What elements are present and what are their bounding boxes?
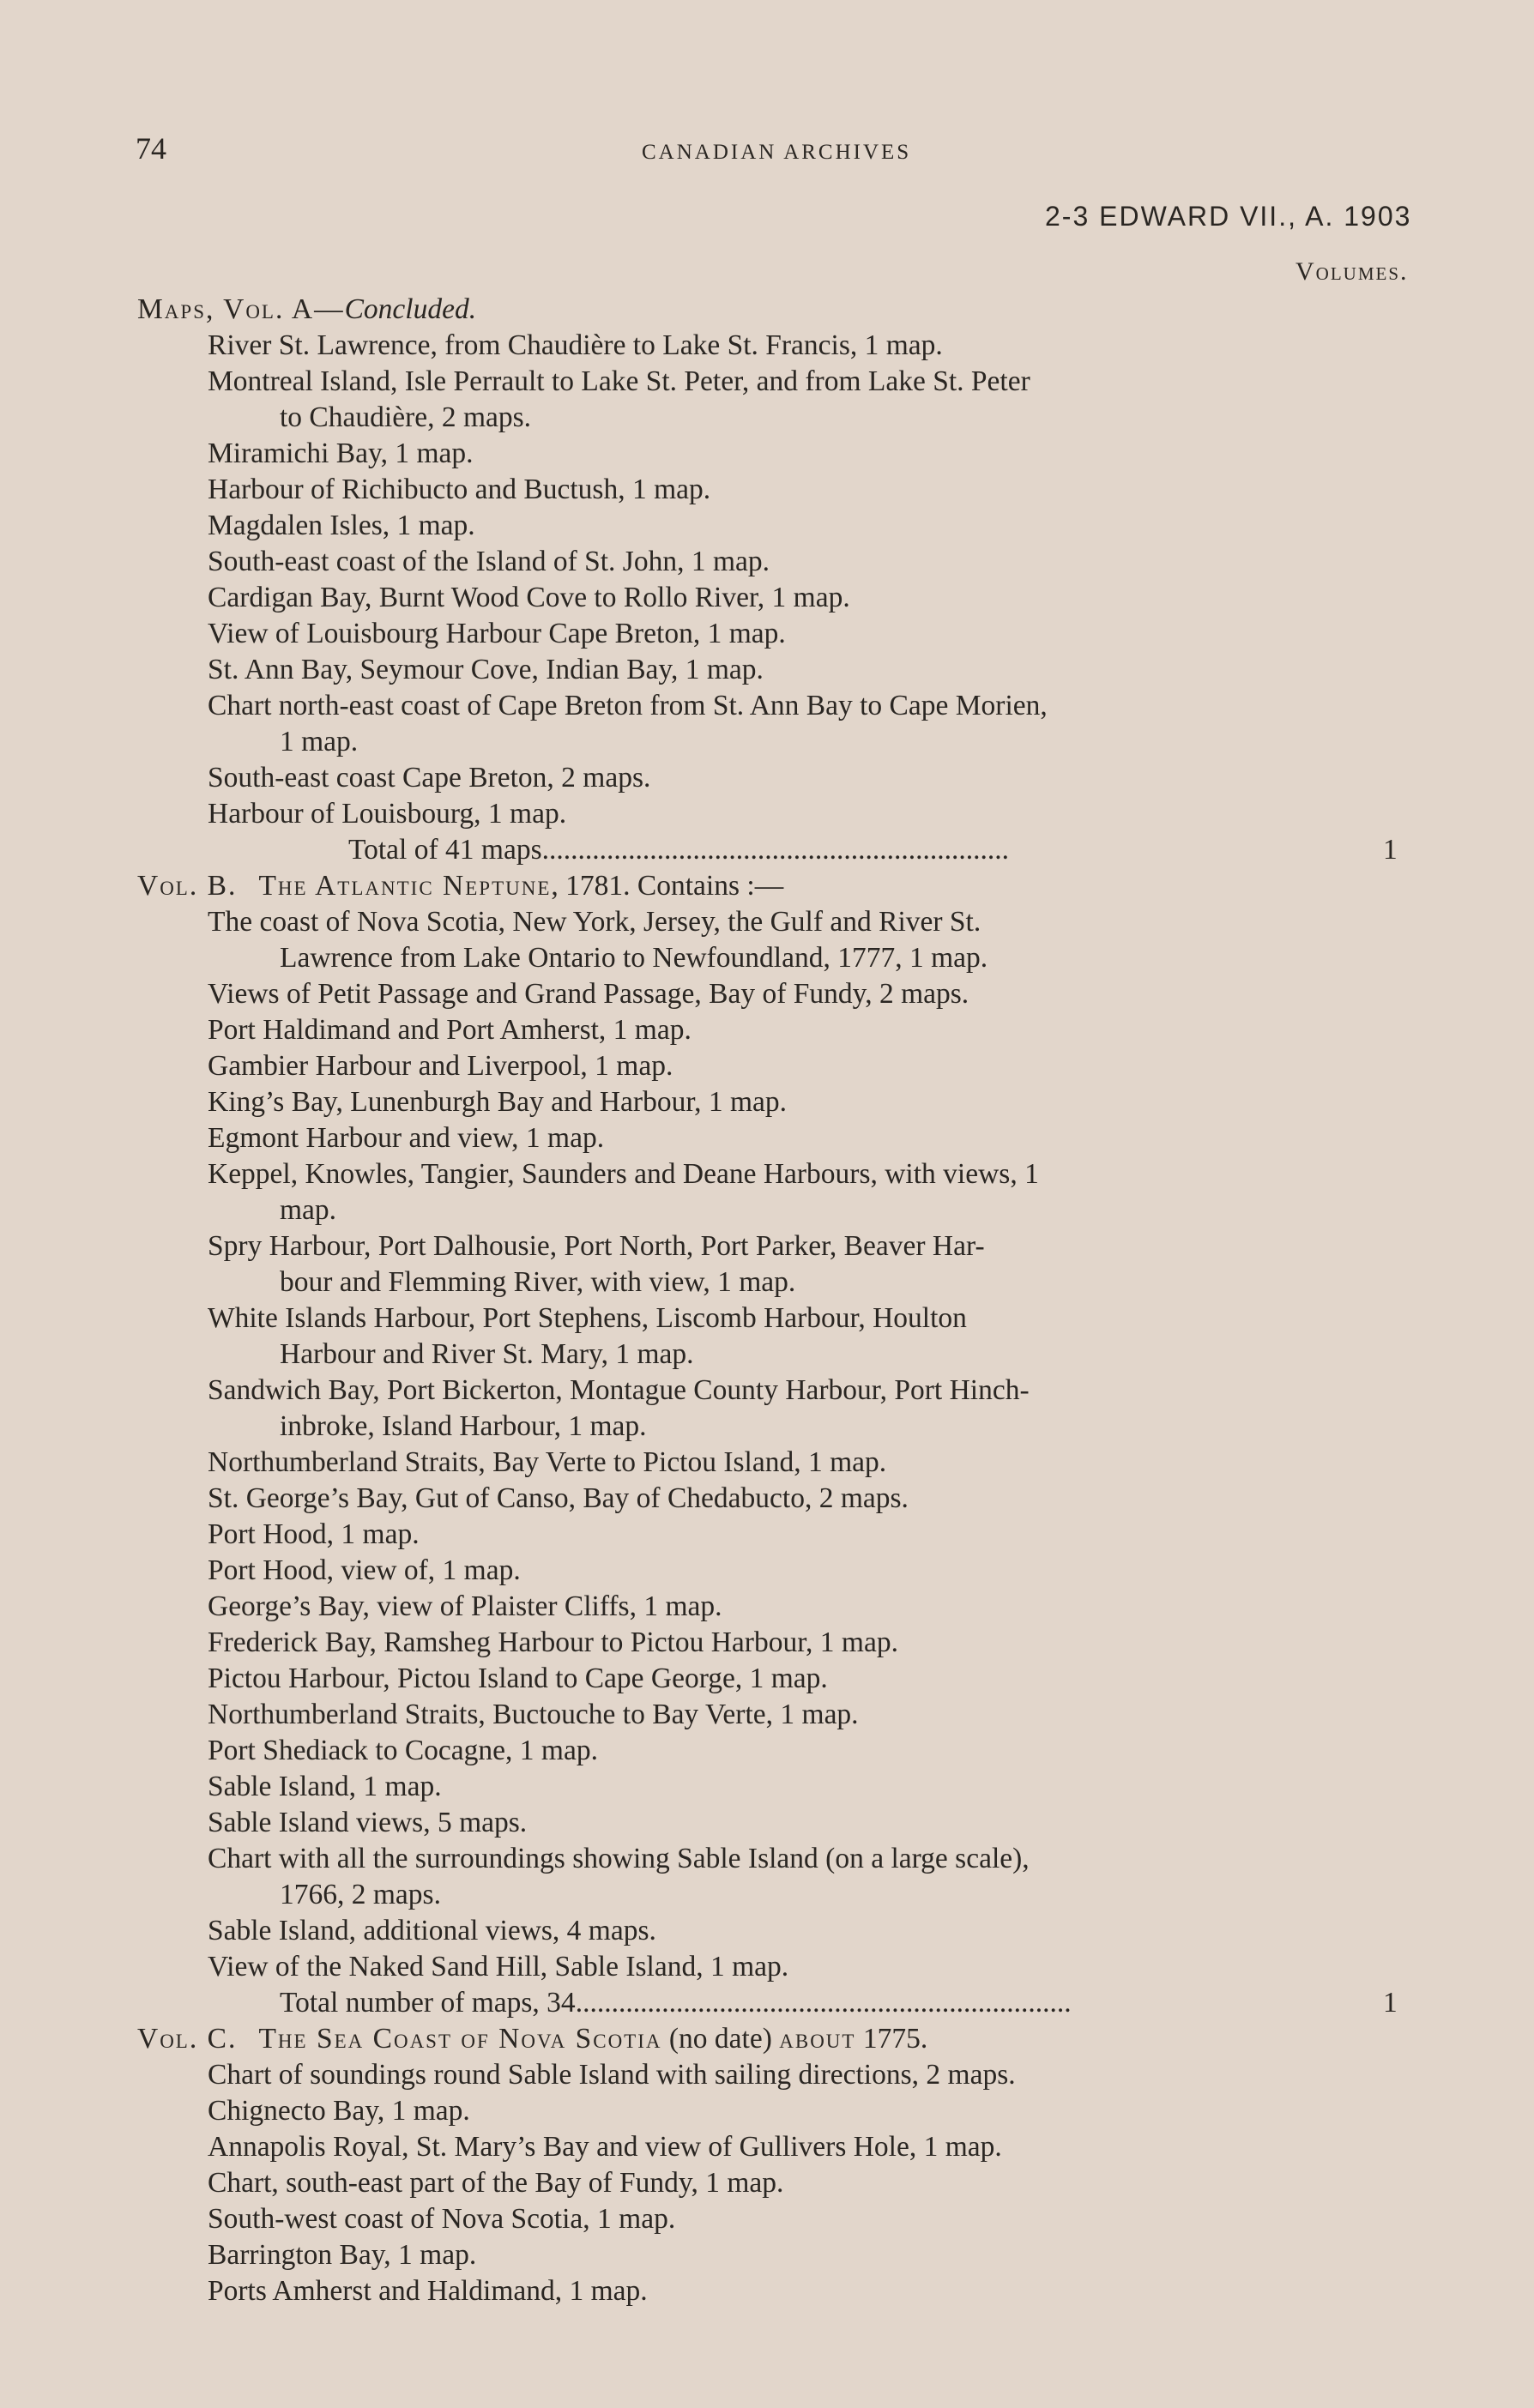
list-item: Egmont Harbour and view, 1 map. [208,1122,605,1154]
volumes-column-heading: Volumes. [1295,257,1409,286]
list-item: King’s Bay, Lunenburgh Bay and Harbour, 1 map. [208,1086,788,1118]
list-item: White Islands Harbour, Port Stephens, Liscomb Harbour, Houlton [208,1302,967,1334]
total-label: Total of 41 maps [348,834,542,866]
list-item: St. Ann Bay, Seymour Cove, Indian Bay, 1 map. [208,654,764,685]
list-item-continuation: bour and Flemming River, with view, 1 map. [280,1266,796,1298]
list-item: Sable Island, 1 map. [208,1771,442,1802]
list-item-continuation: to Chaudière, 2 maps. [280,401,532,433]
session-label: 2-3 EDWARD VII., A. 1903 [1045,201,1412,232]
list-item: Port Hood, view of, 1 map. [208,1554,521,1586]
list-item: Sable Island, additional views, 4 maps. [208,1915,656,1946]
list-item: Miramichi Bay, 1 map. [208,438,474,469]
list-item: South-east coast Cape Breton, 2 maps. [208,762,651,794]
list-item: View of the Naked Sand Hill, Sable Island, 1 map. [208,1951,789,1983]
list-item: Gambier Harbour and Liverpool, 1 map. [208,1050,673,1082]
list-item-continuation: 1 map. [280,726,359,757]
list-item: Ports Amherst and Haldimand, 1 map. [208,2275,648,2307]
concluded-label: Concluded. [344,293,477,325]
list-item-continuation: inbroke, Island Harbour, 1 map. [280,1410,647,1442]
dot-leader: ................................................................. [541,834,1009,866]
list-item: St. George’s Bay, Gut of Canso, Bay of Chedabucto, 2 maps. [208,1482,909,1514]
list-item: Montreal Island, Isle Perrault to Lake St. Peter, and from Lake St. Peter [208,365,1030,397]
list-item-continuation: Lawrence from Lake Ontario to Newfoundland, 1777, 1 map. [280,942,988,974]
list-item: Port Haldimand and Port Amherst, 1 map. [208,1014,692,1046]
list-item-continuation: Harbour and River St. Mary, 1 map. [280,1338,694,1370]
maps-vol-a-heading [137,292,476,327]
vol-c-heading [137,2021,927,2056]
list-item: View of Louisbourg Harbour Cape Breton, 1 map. [208,618,786,649]
dot-leader: ..................................................................... [575,1987,1072,2019]
list-item: Barrington Bay, 1 map. [208,2239,477,2271]
vol-b-title: The Atlantic Neptune [258,870,552,902]
list-item: Northumberland Straits, Bay Verte to Pictou Island, 1 map. [208,1446,887,1478]
list-item: Chart with all the surroundings showing Sable Island (on a large scale), [208,1843,1030,1874]
list-item: Keppel, Knowles, Tangier, Saunders and Deane Harbours, with views, 1 [208,1158,1039,1190]
vol-b-heading [137,868,783,903]
vol-c-note: (no date) [661,2023,780,2055]
list-item-continuation: 1766, 2 maps. [280,1879,441,1910]
list-item: Harbour of Richibucto and Buctush, 1 map. [208,474,711,505]
list-item: Cardigan Bay, Burnt Wood Cove to Rollo River, 1 map. [208,582,850,613]
list-item: Sandwich Bay, Port Bickerton, Montague County Harbour, Port Hinch- [208,1374,1030,1406]
vol-b-year-contains: , 1781. Contains :— [551,870,784,902]
list-item: Harbour of Louisbourg, 1 map. [208,798,567,830]
total-label: Total number of maps, 34 [280,1987,576,2019]
page-number: 74 [136,131,166,166]
list-item: Sable Island views, 5 maps. [208,1807,528,1838]
list-item: Magdalen Isles, 1 map. [208,510,475,541]
volumes-count: 1 [1383,1987,1398,2019]
list-item: Frederick Bay, Ramsheg Harbour to Pictou Harbour, 1 map. [208,1626,898,1658]
list-item: Chignecto Bay, 1 map. [208,2095,470,2127]
list-item: Chart north-east coast of Cape Breton from St. Ann Bay to Cape Morien, [208,690,1048,721]
running-title: CANADIAN ARCHIVES [642,141,912,164]
vol-c-title: The Sea Coast of Nova Scotia [258,2023,662,2055]
list-item: Port Hood, 1 map. [208,1518,420,1550]
list-item: South-east coast of the Island of St. John, 1 map. [208,546,770,577]
list-item: Port Shediack to Cocagne, 1 map. [208,1735,598,1766]
list-item: George’s Bay, view of Plaister Cliffs, 1 map. [208,1590,722,1622]
list-item: River St. Lawrence, from Chaudière to Lake St. Francis, 1 map. [208,329,943,361]
list-item: Spry Harbour, Port Dalhousie, Port North, Port Parker, Beaver Har- [208,1230,985,1262]
total-maps-a [348,832,1292,867]
list-item: South-west coast of Nova Scotia, 1 map. [208,2203,676,2235]
list-item: Chart, south-east part of the Bay of Fundy, 1 map. [208,2167,784,2199]
volumes-count: 1 [1383,834,1398,866]
list-item: Views of Petit Passage and Grand Passage, Bay of Fundy, 2 maps. [208,978,969,1010]
total-maps-b [280,1985,1292,2020]
vol-c-year: 1775. [855,2023,928,2055]
vol-c-about: about [779,2023,856,2055]
list-item: Northumberland Straits, Buctouche to Bay Verte, 1 map. [208,1699,859,1730]
list-item: Pictou Harbour, Pictou Island to Cape George, 1 map. [208,1663,828,1694]
vol-c-label: Vol. C. [137,2023,238,2055]
list-item: Chart of soundings round Sable Island with sailing directions, 2 maps. [208,2059,1016,2091]
vol-b-label: Vol. B. [137,870,238,902]
list-item: Annapolis Royal, St. Mary’s Bay and view of Gullivers Hole, 1 map. [208,2131,1002,2163]
list-item-continuation: map. [280,1194,337,1226]
maps-vol-a-label: Maps, Vol. A— [137,293,345,325]
list-item: The coast of Nova Scotia, New York, Jersey, the Gulf and River St. [208,906,981,938]
